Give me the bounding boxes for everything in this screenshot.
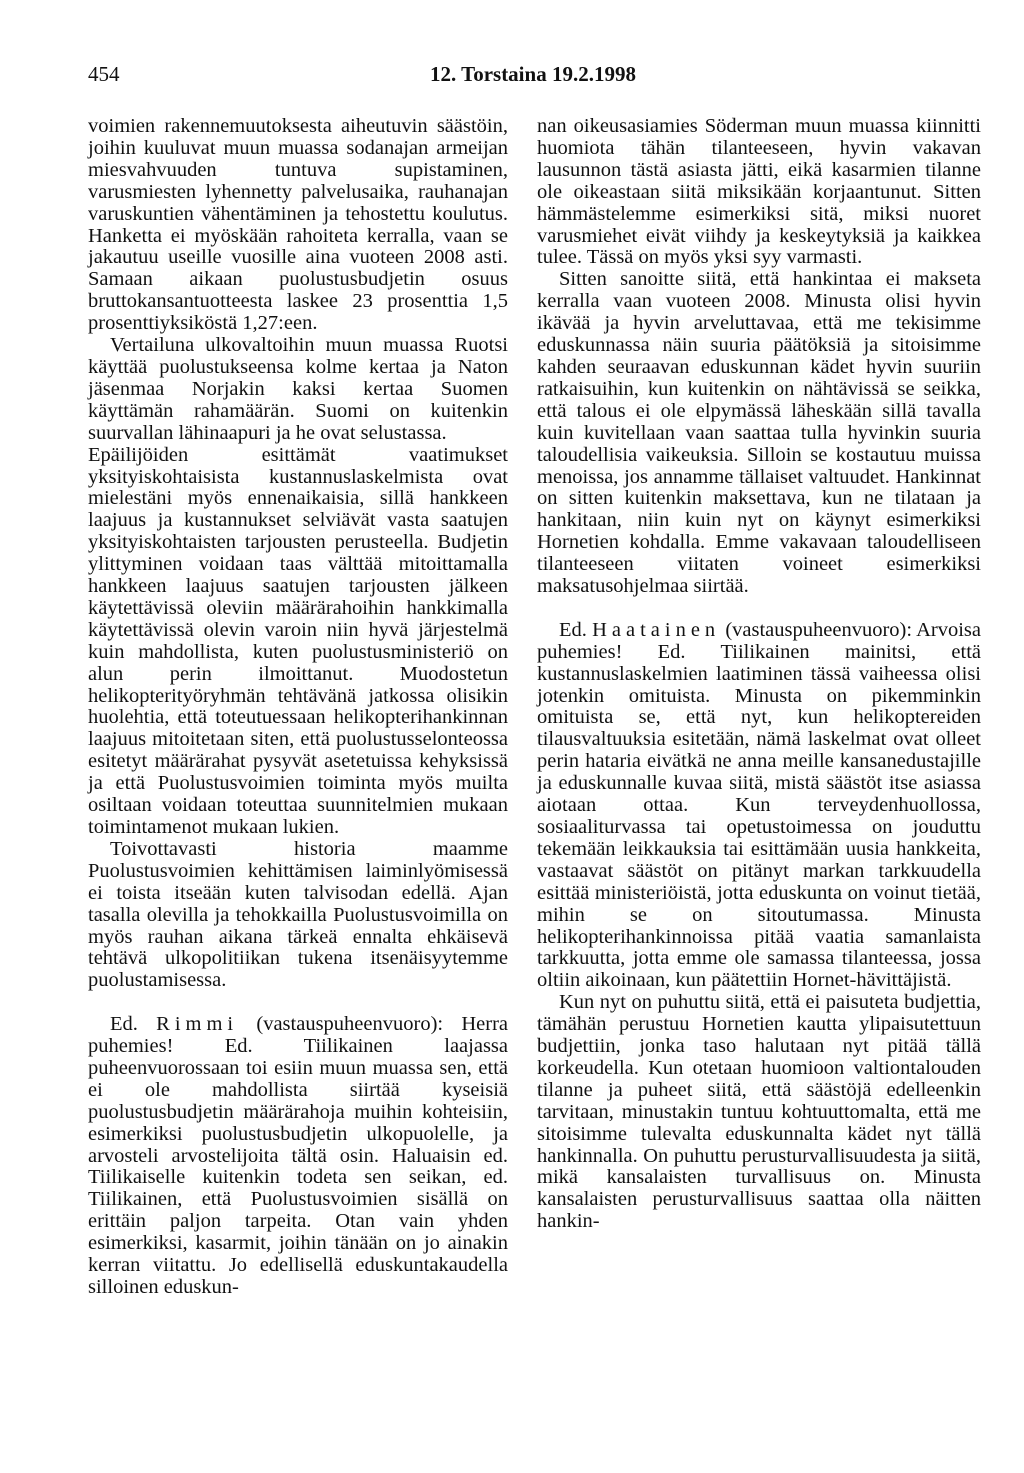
speech-text: (vastauspuheenvuoro): Arvoisa puhemies! Ed. Tiilikainen mainitsi, että kustannuslaskelmien laatiminen tässä vaiheessa olisi jotenkin omituista. Minusta on pikemminkin omituista se, että nyt, kun helikoptereiden tilausvaltuuksia esitetään, nämä laskelmat ovat olleet perin hataria eivätkä ne anna meille kansanedustajille ja eduskunnalle kuvaa siitä, mistä säästöt itse asiassa aiotaan ottaa. Kun terveydenhuollossa, sosiaaliturvassa tai opetustoimessa on jouduttu tekemään leikkauksia tai esittämään uusia hankkeita, vastaavat säästöt on pitänyt markan tarkkuudella esittää ministeriöistä, jotta eduskunta on voinut tietää, mihin se on sitoutumassa. Minusta helikopterihankinnoissa pitää vaatia samanlaista tarkkuutta, jotta emme ole samassa tilanteessa, jossa oltiin aikoinaan, kun päätettiin Hornet-hävittäjistä. <box>537 618 981 992</box>
speech-prefix: Ed. <box>559 618 593 641</box>
paragraph: Toivottavasti historia maamme Puolustusvoimien kehittämisen laiminlyömisessä ei toista itseään kuten talvisodan edellä. Ajan tasalla olevilla ja tehokkailla Puolustusvoimilla on myös rauhan aikana tärkeä ennalta ehkäisevä tehtävä ulkopolitiikan tukena itsenäisyytemme puolustamisessa. <box>88 837 508 992</box>
running-title: 12. Torstaina 19.2.1998 <box>430 62 636 86</box>
speech-paragraph <box>537 620 981 992</box>
paragraph: Vertailuna ulkovaltoihin muun muassa Ruotsi käyttää puolustukseensa kolme kertaa ja Naton jäsenmaa Norjakin kaksi kertaa Suomen käyttämän rahamäärän. Suomi on kuitenkin suurvallan lähinaapuri ja he ovat selustassa. <box>88 334 508 444</box>
left-column <box>88 116 508 1299</box>
page-header <box>88 62 988 92</box>
paragraph: Kun nyt on puhuttu siitä, että ei paisuteta budjettia, tämähän perustuu Hornetien kautta ylipaisutettuun budjettiin, jonka taso halutaan nyt pitää tällä korkeudella. Kun otetaan huomioon valtiontalouden tilanne ja puheet siitä, että säästöjä edelleenkin tarvitaan, minustakin tuntuu kohtuuttomalta, että me sitoisimme tulevalta eduskunnalta kädet nyt tällä hankinnalla. On puhuttu perusturvallisuudesta ja siitä, mikä kansalaisten turvallisuus on. Minusta kansalaisten perusturvallisuus saattaa olla näitten hankin- <box>537 991 981 1233</box>
page-number: 454 <box>88 62 120 86</box>
speech-paragraph <box>88 1014 508 1299</box>
right-column <box>537 116 981 1233</box>
speaker-name: Rimmi <box>156 1013 239 1036</box>
speaker-name: Haatainen <box>592 618 721 641</box>
paragraph: voimien rakennemuutoksesta aiheutuvin säästöin, joihin kuuluvat muun muassa sodanajan armeijan miesvahvuuden tuntuva supistaminen, varusmiesten lyhennetty palvelusaika, rauhanajan varuskuntien vähentäminen ja tehostettu koulutus. Hanketta ei myöskään rahoiteta kerralla, vaan se jakautuu useille vuosille aina vuoteen 2008 asti. Samaan aikaan puolustusbudjetin osuus bruttokansantuotteesta laskee 23 prosenttia 1,5 prosenttiyksiköstä 1,27:een. <box>88 115 508 335</box>
paragraph: nan oikeusasiamies Söderman muun muassa kiinnitti huomiota tähän tilanteeseen, hyvin vakavan lausunnon tästä asiasta jätti, eikä kasarmien tilanne ole oikeastaan siitä miksikään korjaantunut. Sitten hämmästelemme esimerkiksi sitä, miksi nuoret varusmiehet eivät viihdy ja keskeytyksiä ja kaikkea tulee. Tässä on myös yksi syy varmasti. <box>537 115 981 269</box>
speech-text: (vastauspuheenvuoro): Herra puhemies! Ed. Tiilikainen laajassa puheenvuorossaan toi esiin muun muassa sen, että ei ole mahdollista siirtää kyseisiä puolustusbudjetin määrärahoja muihin kohteisiin, esimerkiksi puolustusbudjetin ulkopuolelle, ja arvosteli arvostelijoita tältä osin. Haluaisin ed. Tiilikaiselle kuitenkin todeta sen seikan, ed. Tiilikainen, että Puolustusvoimien sisällä on erittäin paljon tarpeita. Otan vain yhden esimerkiksi, kasarmit, joihin tänään on jo ainakin kerran viitattu. Jo edellisellä eduskuntakaudella silloinen eduskun- <box>88 1013 508 1299</box>
speech-prefix: Ed. <box>110 1013 157 1036</box>
paragraph: Epäilijöiden esittämät vaatimukset yksityiskohtaisista kustannuslaskelmista ovat mielestäni myös ennenaikaisia, sillä hankkeen laajuus ja kustannukset selviävät vasta saatujen yksityiskohtaisten tarjousten perusteella. Budjetin ylittyminen voidaan taas välttää mitoittamalla hankkeen laajuus saatujen tarjousten jälkeen käytettävissä oleviin määrärahoihin hankkimalla käytettävissä olevin varoin niin hyvä järjestelmä kuin mahdollista, kuten puolustusministeriö on alun perin ilmoittanut. Muodostetun helikopterityöryhmän tehtävänä jatkossa olisikin huolehtia, että toteutuessaan helikopterihankinnan laajuus mitoitetaan siten, että puolustusselonteossa esitetyt määrärahat pysyvät asetetuissa kehyksissä ja että Puolustusvoimien toiminta myös muilta osiltaan voidaan toteuttaa suunnitelmien mukaan toimintamenot mukaan lukien. <box>88 443 508 838</box>
paragraph: Sitten sanoitte siitä, että hankintaa ei makseta kerralla vaan vuoteen 2008. Minusta olisi hyvin ikävää ja hyvin arveluttavaa, että me tekisimme eduskunnassa näin suuria päätöksiä ja sitoisimme kahden seuraavan eduskunnan kädet hyvin suuriin ratkaisuihin, kun kuitenkin on nähtävissä se seikka, että talous ei ole elpymässä läheskään sillä tavalla kuin kuvitellaan vaan saattaa tulla hyvinkin suuria taloudellisia vaikeuksia. Silloin se kostautuu muissa menoissa, jos annamme tällaiset valtuudet. Hankinnat on sitten kuitenkin maksettava, kun ne tilataan ja hankitaan, niin kuin nyt on käynyt esimerkiksi Hornetien kohdalla. Emme vakavaan taloudelliseen tilanteeseen viitaten voineet esimerkiksi maksatusohjelmaa siirtää. <box>537 268 981 598</box>
